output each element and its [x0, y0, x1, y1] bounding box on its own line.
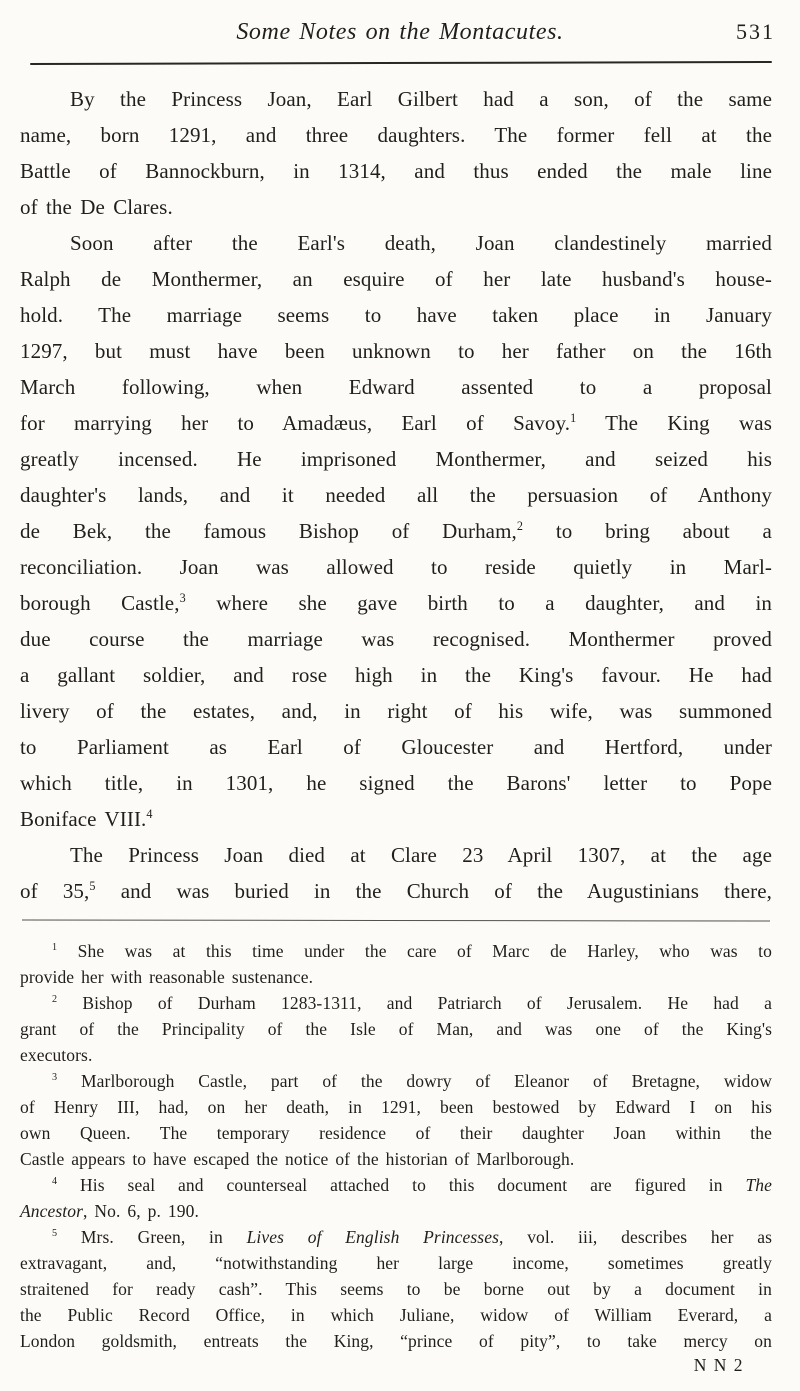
text-segment: Castle appears to have escaped the notice of the historian of Marlborough. — [20, 1149, 575, 1169]
text-line — [20, 1224, 772, 1250]
text-line — [20, 621, 772, 657]
text-segment: straitened for ready cash”. This seems to be borne out by a document in — [20, 1279, 772, 1299]
text-line — [20, 693, 772, 729]
text-segment: Bishop of Durham 1283-1311, and Patriarch of Jerusalem. He had a — [57, 993, 772, 1013]
text-segment: to bring about a — [523, 519, 772, 543]
text-segment: Ralph de Monthermer, an esquire of her late husband's house- — [20, 267, 772, 291]
text-line — [20, 585, 772, 621]
text-segment: for marrying her to Amadæus, Earl of Savoy. — [20, 411, 571, 435]
footnote-marker: 5 — [52, 1228, 58, 1240]
text-line — [20, 801, 772, 837]
text-line — [20, 225, 772, 261]
text-segment: Battle of Bannockburn, in 1314, and thus ended the male line — [20, 159, 772, 183]
footnote-2 — [20, 990, 772, 1068]
text-line — [20, 369, 772, 405]
text-segment: His seal and counterseal attached to this document are figured in — [57, 1175, 746, 1195]
paragraph-1 — [20, 81, 772, 225]
footnotes-section — [20, 938, 772, 1354]
footnote-marker: 3 — [52, 1072, 58, 1084]
text-segment: Marlborough Castle, part of the dowry of Eleanor of Bretagne, widow — [57, 1071, 772, 1091]
text-segment: grant of the Principality of the Isle of Man, and was one of the King's — [20, 1019, 772, 1039]
text-segment: and was buried in the Church of the Augustinians there, — [95, 879, 772, 903]
footnote-marker: 2 — [516, 519, 524, 533]
text-segment: due course the marriage was recognised. Monthermer proved — [20, 627, 772, 651]
text-segment: de Bek, the famous Bishop of Durham, — [20, 519, 517, 543]
text-line — [20, 117, 772, 153]
text-line — [20, 938, 772, 964]
text-segment: own Queen. The temporary residence of their daughter Joan within the — [20, 1123, 772, 1143]
text-line — [20, 549, 772, 585]
text-segment: By the Princess Joan, Earl Gilbert had a son, of the same — [70, 87, 772, 111]
text-segment: of the De Clares. — [20, 195, 173, 219]
footnote-marker: 1 — [52, 942, 58, 954]
text-segment: provide her with reasonable sustenance. — [20, 967, 314, 987]
text-line — [20, 189, 772, 225]
footnote-3 — [20, 1068, 772, 1172]
footnote-marker: 4 — [146, 807, 153, 821]
text-segment: where she gave birth to a daughter, and in — [185, 591, 772, 615]
footnote-5 — [20, 1224, 772, 1354]
italic-text: Lives of English Princesses — [246, 1227, 499, 1247]
text-line — [20, 1302, 772, 1328]
footnote-marker: 2 — [52, 994, 58, 1006]
text-segment: livery of the estates, and, in right of his wife, was summoned — [20, 699, 772, 723]
text-line — [20, 1328, 772, 1354]
text-segment: Soon after the Earl's death, Joan clandestinely married — [70, 231, 772, 255]
text-segment: executors. — [20, 1045, 93, 1065]
text-line — [20, 1250, 772, 1276]
text-segment: , No. 6, p. 190. — [83, 1201, 199, 1221]
text-line — [20, 405, 772, 441]
text-line — [20, 837, 772, 873]
main-text — [20, 81, 772, 909]
text-segment: hold. The marriage seems to have taken place in January — [20, 303, 772, 327]
page-number: 531 — [736, 19, 775, 44]
paragraph-2 — [20, 225, 772, 837]
text-line — [20, 1120, 772, 1146]
text-line — [20, 297, 772, 333]
text-segment: reconciliation. Joan was allowed to reside quietly in Marl- — [20, 555, 772, 579]
text-segment: Mrs. Green, in — [57, 1227, 247, 1247]
footnote-4 — [20, 1172, 772, 1224]
text-line — [20, 729, 772, 765]
text-line — [20, 657, 772, 693]
text-line — [20, 1042, 772, 1068]
text-segment: The King was — [576, 411, 772, 435]
text-line — [20, 990, 772, 1016]
text-segment: extravagant, and, “notwithstanding her large income, sometimes greatly — [20, 1253, 772, 1273]
text-line — [20, 1094, 772, 1120]
text-segment: to Parliament as Earl of Gloucester and Hertford, under — [20, 735, 772, 759]
text-segment: She was at this time under the care of Marc de Harley, who was to — [57, 941, 772, 961]
italic-text: Ancestor — [20, 1201, 84, 1221]
text-segment: London goldsmith, entreats the King, “prince of pity”, to take mercy on — [20, 1331, 772, 1351]
text-segment: , vol. iii, describes her as — [499, 1227, 772, 1247]
text-line — [20, 153, 772, 189]
text-segment: of 35, — [20, 879, 90, 903]
text-line — [20, 1146, 772, 1172]
text-line — [20, 477, 772, 513]
page-header — [0, 0, 800, 52]
text-line — [20, 1198, 772, 1224]
text-segment: greatly incensed. He imprisoned Monthermer, and seized his — [20, 447, 772, 471]
footnote-marker: 3 — [179, 591, 186, 605]
text-line — [20, 1068, 772, 1094]
paragraph-3 — [20, 837, 772, 909]
footnote-marker: 4 — [52, 1176, 58, 1188]
text-segment: March following, when Edward assented to a proposal — [20, 375, 772, 399]
text-segment: Boniface VIII. — [20, 807, 147, 831]
italic-text: The — [745, 1175, 772, 1195]
text-segment: The Princess Joan died at Clare 23 April 1307, at the age — [70, 843, 772, 867]
footnote-marker: 1 — [570, 411, 577, 425]
text-line — [20, 81, 772, 117]
text-segment: the Public Record Office, in which Juliane, widow of William Everard, a — [20, 1305, 772, 1325]
signature-mark: N N 2 — [693, 1355, 744, 1375]
text-line — [20, 873, 772, 909]
text-line — [20, 1016, 772, 1042]
text-line — [20, 765, 772, 801]
text-line — [20, 1276, 772, 1302]
text-segment: daughter's lands, and it needed all the persuasion of Anthony — [20, 483, 772, 507]
footnote-1 — [20, 938, 772, 990]
header-rule — [30, 61, 772, 65]
text-line — [20, 261, 772, 297]
text-segment: name, born 1291, and three daughters. The former fell at the — [20, 123, 772, 147]
text-segment: of Henry III, had, on her death, in 1291, been bestowed by Edward I on his — [20, 1097, 772, 1117]
text-line — [20, 441, 772, 477]
text-segment: borough Castle, — [20, 591, 180, 615]
text-line — [20, 1172, 772, 1198]
text-segment: a gallant soldier, and rose high in the King's favour. He had — [20, 663, 772, 687]
text-line — [20, 964, 772, 990]
text-line — [20, 513, 772, 549]
footnote-rule — [22, 919, 770, 921]
text-segment: 1297, but must have been unknown to her father on the 16th — [20, 339, 772, 363]
running-title: Some Notes on the Montacutes. — [236, 19, 564, 45]
footnote-marker: 5 — [89, 879, 96, 893]
text-line — [20, 333, 772, 369]
text-segment: which title, in 1301, he signed the Barons' letter to Pope — [20, 771, 772, 795]
